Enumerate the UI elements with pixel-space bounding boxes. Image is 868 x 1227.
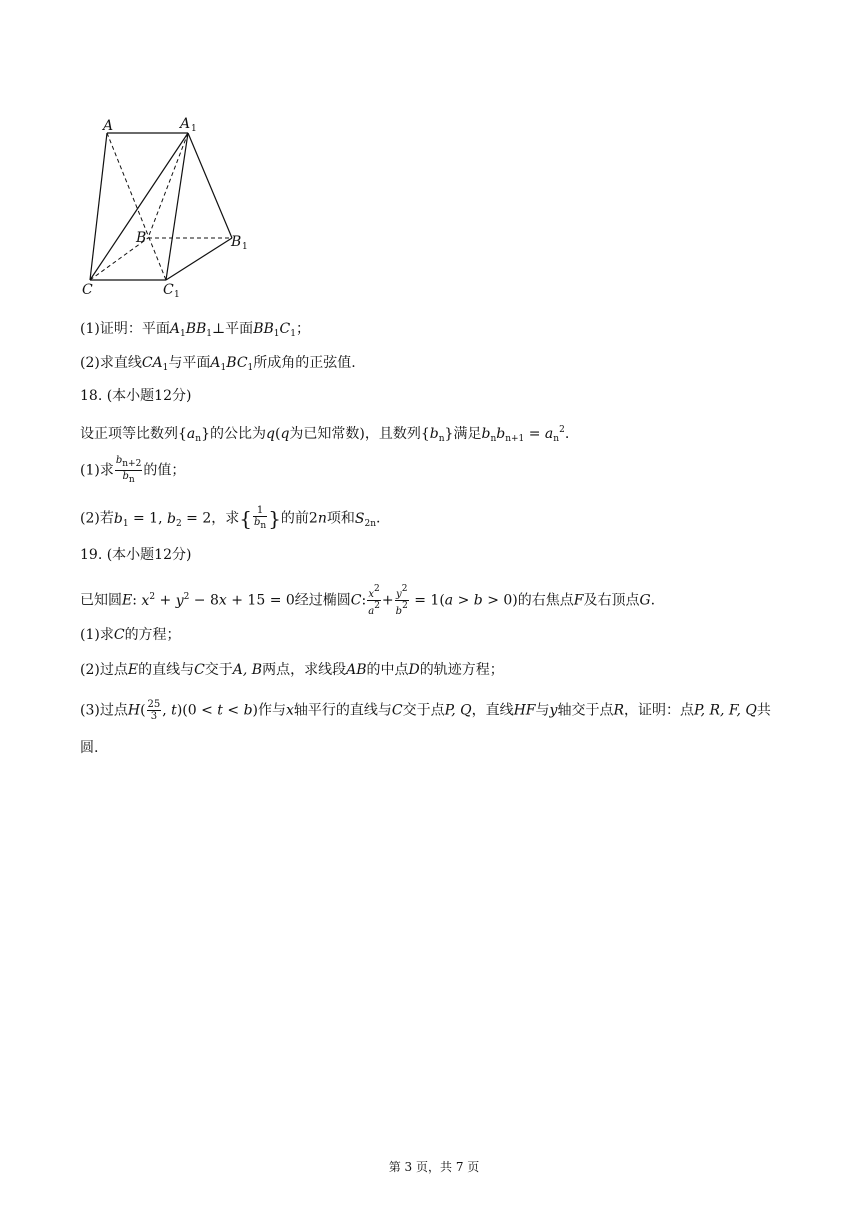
edge-C1-B1 <box>166 238 232 280</box>
edge-A1-B-dashed <box>148 133 188 238</box>
edge-A1-C1 <box>166 133 188 280</box>
edge-A1-B1 <box>188 133 232 238</box>
label-B1-sub: 1 <box>242 242 248 252</box>
q18-part1: (1)求 $\frac{b_{n+2}}{b_n}$ 的值； <box>80 455 186 485</box>
q18-stem: 设正项等比数列$\{a_n\}$的公比为q(q为已知常数)，且数列$\{b_n\}$满足$b_nb_{n+1} = a_n^2$. <box>80 425 570 444</box>
label-C: C <box>82 282 93 298</box>
edge-A-C1-dashed <box>107 133 166 280</box>
q19-part2: (2)过点E的直线与C交于A, B两点，求线段AB的中点D的轨迹方程； <box>80 662 504 678</box>
label-A: A <box>103 118 114 134</box>
q17-part1: (1)证明：平面$A_1BB_1\perp$平面$BB_1C_1$； <box>80 321 310 339</box>
label-C1: C <box>163 282 174 298</box>
q18-header: 18. (本小题12分) <box>80 388 192 404</box>
q19-part3-line2: 圆. <box>80 740 99 756</box>
label-C1-sub: 1 <box>174 290 180 300</box>
q19-header: 19. (本小题12分) <box>80 547 192 563</box>
page-footer: 第 3 页，共 7 页 <box>388 1160 480 1174</box>
label-A1: A <box>180 116 191 132</box>
prism-figure <box>76 110 266 305</box>
q17-part2: (2)求直线$CA_1$与平面$A_1BC_1$所成角的正弦值. <box>80 355 356 373</box>
q18-part2: (2)若$b_1 = 1$, $b_2 = 2$，求{ $\frac{1}{b_n}$ }的前2n项和$S_{2n}$. <box>80 505 381 531</box>
label-B: B <box>136 230 147 246</box>
label-A1-sub: 1 <box>191 124 197 134</box>
label-B1: B <box>231 234 242 250</box>
q19-part1: (1)求C的方程； <box>80 627 181 643</box>
q19-stem: 已知圆E: $x^2 + y^2 - 8x + 15 = 0$经过椭圆C: $\frac{x^2}{a^2}$ + $\frac{y^2}{b^2}$ = 1(a > b > 0)的右焦点F及右顶点G. <box>80 584 656 617</box>
q19-part3: (3)过点H( $\frac{25}{3}$ , t)(0 < t < b)作与x轴平行的直线与C交于点P, Q，直线HF与y轴交于点R，证明：点P, R, F, Q共 <box>80 699 771 722</box>
